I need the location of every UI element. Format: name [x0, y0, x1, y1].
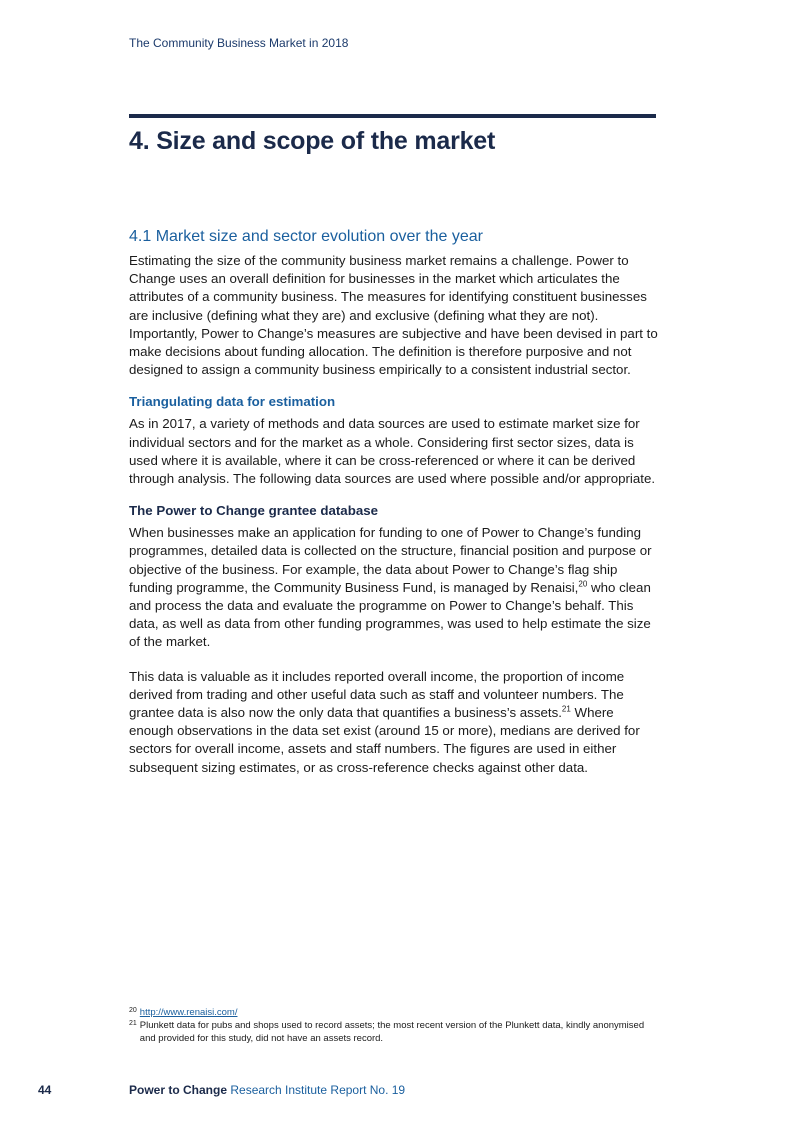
- intro-paragraph: Estimating the size of the community business market remains a challenge. Power to Change uses an overall definition for businesses in the market which articulates the attributes of a community business. The measures for identifying constituent businesses are inclusive (defining what they are) and exclusive (defining what they are not). Importantly, Power to Change’s measures are subjective and have been devised in part to make decisions about funding allocation. The definition is therefore purposive and not designed to assign a community business empirically to a consistent industrial sector.: [129, 253, 658, 378]
- triangulating-heading: Triangulating data for estimation: [129, 394, 336, 410]
- footnote-text: Plunkett data for pubs and shops used to record assets; the most recent version of the Plunkett data, kindly anonymised and provided for this study, did not have an assets record.: [139, 1020, 645, 1044]
- footer-subtitle: Research Institute Report No. 19: [227, 1083, 406, 1097]
- chapter-title: 4. Size and scope of the market: [129, 127, 496, 155]
- grantee-paragraph-1: [129, 524, 659, 651]
- footnote-number: 20: [129, 1007, 137, 1014]
- chapter-rule: [129, 114, 656, 118]
- grantee-paragraph-2-text-a: This data is valuable as it includes reported overall income, the proportion of income derived from trading and other useful data such as staff and volunteer numbers. The grantee data is also now the only data that quantifies a business’s assets.: [129, 668, 625, 721]
- section-heading: 4.1 Market size and sector evolution over the year: [129, 228, 483, 245]
- footnote-21: [129, 1019, 659, 1045]
- running-header: The Community Business Market in 2018: [129, 36, 349, 50]
- page-number: 44: [38, 1083, 52, 1097]
- grantee-database-heading: The Power to Change grantee database: [129, 503, 379, 519]
- footer-brand: Power to Change: [129, 1083, 228, 1097]
- footer-title: [129, 1083, 405, 1097]
- footnotes: [129, 1006, 659, 1045]
- footnote-ref-21[interactable]: 21: [561, 704, 571, 714]
- footnote-number: 21: [129, 1020, 137, 1027]
- main-content: [129, 228, 659, 777]
- grantee-paragraph-2: [129, 668, 659, 777]
- grantee-paragraph-1-text-a: When businesses make an application for funding to one of Power to Change’s funding programmes, detailed data is collected on the structure, financial position and purpose or objective of the business. For example, the data about Power to Change’s flag ship funding programme, the Community Business Fund, is managed by Renaisi,: [129, 525, 652, 595]
- triangulating-paragraph: As in 2017, a variety of methods and data sources are used to estimate market size for individual sectors and for the market as a whole. Considering first sector sizes, data is used where it is available, where it can be cross-referenced or where it can be derived through analysis. The following data sources are used where possible and/or appropriate.: [129, 416, 656, 487]
- footnote-20: [129, 1006, 659, 1019]
- grantee-paragraph-1-text-b: who clean and process the data and evaluate the programme on Power to Change’s behalf. This data, as well as data from other funding programmes, was used to help estimate the size of the market.: [129, 579, 651, 650]
- footnote-ref-20[interactable]: 20: [578, 579, 588, 589]
- footnote-link[interactable]: http://www.renaisi.com/: [139, 1007, 238, 1018]
- grantee-paragraph-2-text-b: Where enough observations in the data set exist (around 15 or more), medians are derived for sectors for overall income, assets and staff numbers. The figures are used in either subsequent sizing estimates, or as cross-reference checks against other data.: [129, 705, 640, 775]
